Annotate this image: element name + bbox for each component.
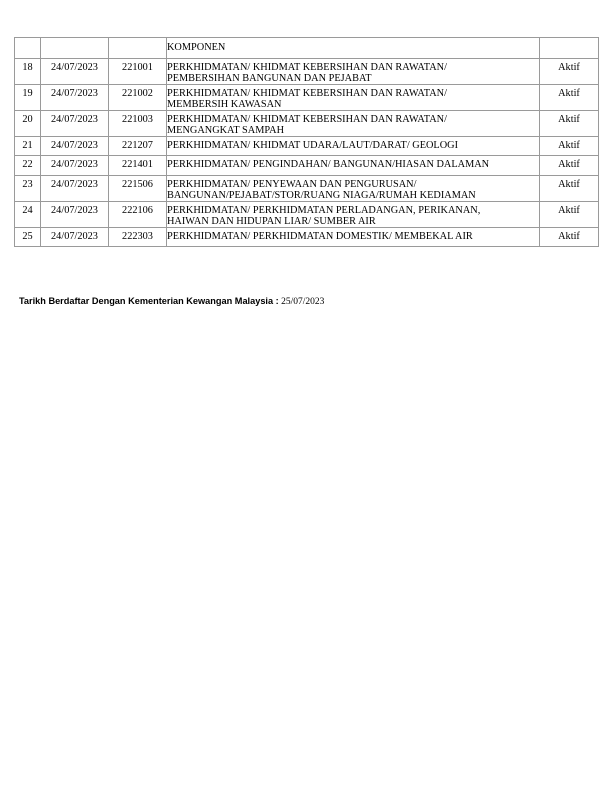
row-description-line1: PERKHIDMATAN/ KHIDMAT KEBERSIHAN DAN RAWATAN/ <box>167 62 447 73</box>
row-code: 221401 <box>122 159 153 170</box>
row-code: 222303 <box>122 231 153 242</box>
row-code: 221207 <box>122 140 153 151</box>
row-number: 25 <box>22 231 33 242</box>
table-row <box>15 228 599 247</box>
row-description-line2: MENGANGKAT SAMPAH <box>167 125 285 136</box>
row-status: Aktif <box>558 114 580 125</box>
row-date: 24/07/2023 <box>51 114 98 125</box>
row-description-line2: BANGUNAN/PEJABAT/STOR/RUANG NIAGA/RUMAH KEDIAMAN <box>167 190 476 201</box>
row-number: 18 <box>22 62 33 73</box>
row-status: Aktif <box>558 205 580 216</box>
row-number: 20 <box>22 114 33 125</box>
row-code: 221002 <box>122 88 153 99</box>
row-code: 221001 <box>122 62 153 73</box>
table-row <box>15 85 599 111</box>
row-date: 24/07/2023 <box>51 231 98 242</box>
row-date: 24/07/2023 <box>51 179 98 190</box>
table-row <box>15 59 599 85</box>
row-date: 24/07/2023 <box>51 205 98 216</box>
table-row <box>15 202 599 228</box>
registration-date-value: 25/07/2023 <box>281 297 325 307</box>
row-code: 222106 <box>122 205 153 216</box>
row-description-line1: PERKHIDMATAN/ PENGINDAHAN/ BANGUNAN/HIASAN DALAMAN <box>167 159 490 170</box>
row-description-line2: PEMBERSIHAN BANGUNAN DAN PEJABAT <box>167 73 372 84</box>
table-row <box>15 137 599 156</box>
table-row <box>15 156 599 176</box>
registration-table <box>14 37 599 247</box>
continuation-description: KOMPONEN <box>167 42 226 53</box>
row-date: 24/07/2023 <box>51 140 98 151</box>
row-description-line1: PERKHIDMATAN/ KHIDMAT UDARA/LAUT/DARAT/ GEOLOGI <box>167 140 459 151</box>
table-row <box>15 111 599 137</box>
row-status: Aktif <box>558 62 580 73</box>
row-status: Aktif <box>558 140 580 151</box>
row-description-line1: PERKHIDMATAN/ PERKHIDMATAN PERLADANGAN, PERIKANAN, <box>167 205 481 216</box>
row-number: 23 <box>22 179 33 190</box>
row-number: 21 <box>22 140 33 151</box>
row-description-line2: MEMBERSIH KAWASAN <box>167 99 282 110</box>
row-status: Aktif <box>558 179 580 190</box>
row-description-line1: PERKHIDMATAN/ KHIDMAT KEBERSIHAN DAN RAWATAN/ <box>167 88 447 99</box>
row-number: 24 <box>22 205 33 216</box>
registration-date-label: Tarikh Berdaftar Dengan Kementerian Kewangan Malaysia : <box>19 296 279 306</box>
row-date: 24/07/2023 <box>51 88 98 99</box>
row-description-line1: PERKHIDMATAN/ PENYEWAAN DAN PENGURUSAN/ <box>167 179 417 190</box>
row-date: 24/07/2023 <box>51 62 98 73</box>
row-description-line1: PERKHIDMATAN/ KHIDMAT KEBERSIHAN DAN RAWATAN/ <box>167 114 447 125</box>
row-code: 221003 <box>122 114 153 125</box>
row-description-line1: PERKHIDMATAN/ PERKHIDMATAN DOMESTIK/ MEMBEKAL AIR <box>167 231 473 242</box>
row-description-line2: HAIWAN DAN HIDUPAN LIAR/ SUMBER AIR <box>167 216 376 227</box>
row-status: Aktif <box>558 231 580 242</box>
row-status: Aktif <box>558 88 580 99</box>
table-row <box>15 176 599 202</box>
table-row-continuation <box>15 38 599 59</box>
row-date: 24/07/2023 <box>51 159 98 170</box>
row-number: 22 <box>22 159 33 170</box>
row-number: 19 <box>22 88 33 99</box>
row-status: Aktif <box>558 159 580 170</box>
row-code: 221506 <box>122 179 153 190</box>
registration-date-footer <box>19 296 324 307</box>
